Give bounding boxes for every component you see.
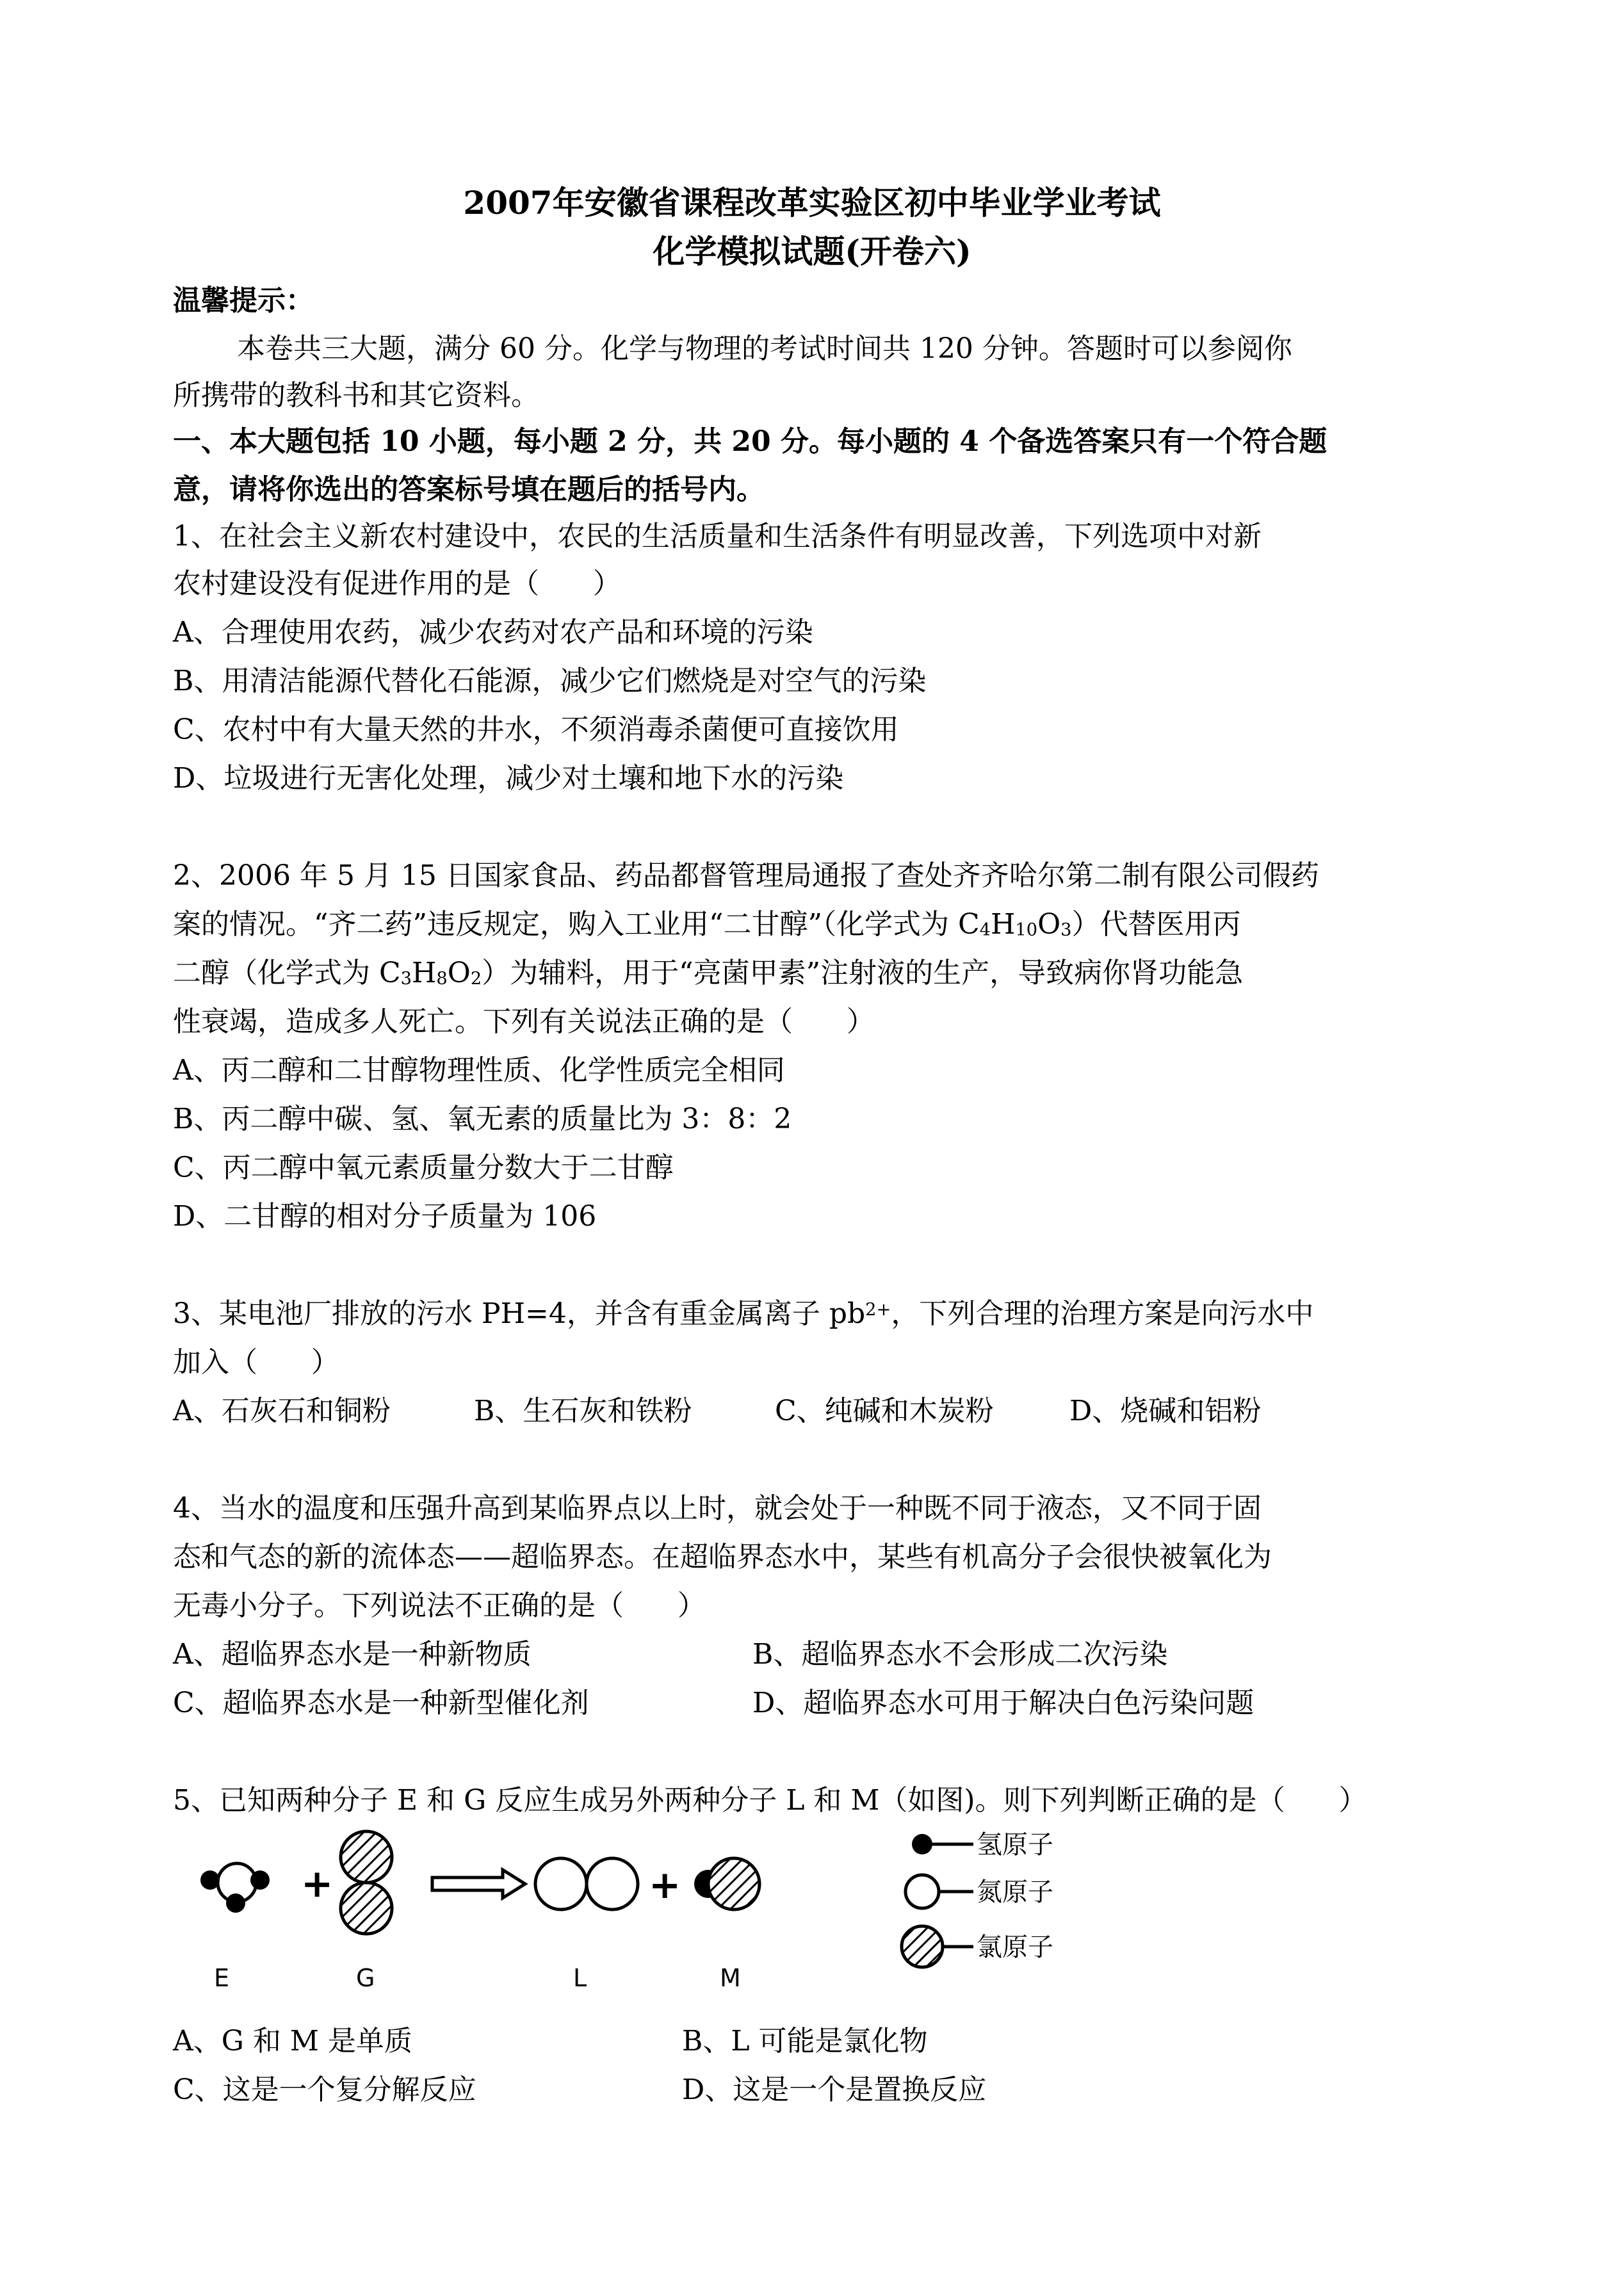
q1-option-a: A、合理使用农药，减少农药对农产品和环境的污染 [173, 616, 813, 649]
exam-title: 2007年安徽省课程改革实验区初中毕业学业考试 [463, 184, 1161, 222]
q4-stem-line2: 态和气态的新的流体态——超临界态。在超临界态水中，某些有机高分子会很快被氧化为 [173, 1541, 1272, 1573]
reaction-arrow [432, 1870, 525, 1898]
q3-stem-line2: 加入（ ） [173, 1346, 339, 1379]
molecule-e [200, 1863, 270, 1913]
q5-option-a: A、G 和 M 是单质 [173, 2025, 412, 2057]
section-instruction-line1: 一、本大题包括 10 小题，每小题 2 分，共 20 分。每小题的 4 个备选答案只有一个符合题 [173, 425, 1328, 458]
q4-option-d: D、超临界态水可用于解决白色污染问题 [752, 1687, 1255, 1719]
q3-stem-line1: 3、某电池厂排放的污水 PH=4，并含有重金属离子 $pb^{2+}$，下列合理的治理方案是向污水中 [173, 1297, 1314, 1330]
legend-hydrogen: 氢原子 [977, 1830, 1053, 1860]
q4-option-b: B、超临界态水不会形成二次污染 [752, 1638, 1168, 1671]
q2-option-b: B、丙二醇中碳、氢、氧无素的质量比为 3：8：2 [173, 1103, 792, 1135]
q4-stem-line1: 4、当水的温度和压强升高到某临界点以上时，就会处于一种既不同于液态，又不同于固 [173, 1492, 1262, 1525]
q2-stem-line4: 性衰竭，造成多人死亡。下列有关说法正确的是（ ） [173, 1005, 875, 1038]
label-g: G [356, 1964, 375, 1992]
q1-option-c: C、农村中有大量天然的井水，不须消毒杀菌便可直接饮用 [173, 713, 899, 746]
q1-stem-line1: 1、在社会主义新农村建设中，农民的生活质量和生活条件有明显改善，下列选项中对新 [173, 520, 1262, 553]
q2-option-a: A、丙二醇和二甘醇物理性质、化学性质完全相同 [173, 1054, 785, 1087]
label-l: L [573, 1964, 587, 1992]
q4-option-a: A、超临界态水是一种新物质 [173, 1638, 532, 1671]
label-m: M [720, 1964, 741, 1992]
molecule-l [535, 1858, 638, 1910]
label-e: E [214, 1964, 230, 1992]
q4-option-c: C、超临界态水是一种新型催化剂 [173, 1687, 589, 1719]
molecule-m [694, 1858, 759, 1910]
exam-subtitle: 化学模拟试题(开卷六) [653, 232, 971, 270]
q5-option-c: C、这是一个复分解反应 [173, 2073, 476, 2106]
legend-nitrogen: 氮原子 [977, 1877, 1053, 1907]
q2-option-d: D、二甘醇的相对分子质量为 106 [173, 1200, 597, 1233]
q2-stem-line3: 二醇（化学式为 $C_3H_8O_2$）为辅料，用于“亮菌甲素”注射液的生产，导致病你肾功能急 [173, 957, 1244, 989]
legend-chlorine: 氯原子 [977, 1933, 1053, 1962]
q1-stem-line2: 农村建设没有促进作用的是（ ） [173, 567, 621, 600]
plus-sign-1: + [301, 1861, 334, 1906]
q3-option-a: A、石灰石和铜粉 [173, 1395, 391, 1427]
plus-sign-2: + [649, 1863, 681, 1908]
tip-text-line2: 所携带的教科书和其它资料。 [173, 379, 539, 412]
q3-option-d: D、烧碱和铝粉 [1069, 1395, 1262, 1427]
q4-stem-line3: 无毒小分子。下列说法不正确的是（ ） [173, 1589, 706, 1622]
q5-option-d: D、这是一个是置换反应 [682, 2073, 987, 2106]
q2-stem-line2: 案的情况。“齐二药”违反规定，购入工业用“二甘醇”（化学式为 $C_4H_{10}O_3$）代替医用丙 [173, 908, 1241, 941]
section-instruction-line2: 意，请将你选出的答案标号填在题后的括号内。 [173, 473, 765, 506]
molecule-g [341, 1831, 392, 1934]
q5-stem-line1: 5、已知两种分子 E 和 G 反应生成另外两种分子 L 和 M（如图)。则下列判断正确的是（ ） [173, 1784, 1367, 1817]
legend [902, 1830, 1053, 1967]
q3-option-c: C、纯碱和木炭粉 [775, 1395, 994, 1427]
q1-option-d: D、垃圾进行无害化处理，减少对土壤和地下水的污染 [173, 762, 844, 795]
tip-text-line1: 本卷共三大题，满分 60 分。化学与物理的考试时间共 120 分钟。答题时可以参阅你 [237, 332, 1292, 365]
q1-option-b: B、用清洁能源代替化石能源，减少它们燃烧是对空气的污染 [173, 665, 927, 697]
q5-option-b: B、L 可能是氯化物 [682, 2025, 928, 2057]
q2-option-c: C、丙二醇中氧元素质量分数大于二甘醇 [173, 1151, 674, 1184]
reaction-diagram [179, 1825, 1153, 2004]
q3-option-b: B、生石灰和铁粉 [474, 1395, 692, 1427]
tip-heading: 温馨提示： [173, 284, 314, 317]
q2-stem-line1: 2、2006 年 5 月 15 日国家食品、药品都督管理局通报了查处齐齐哈尔第二制有限公司假药 [173, 859, 1319, 892]
